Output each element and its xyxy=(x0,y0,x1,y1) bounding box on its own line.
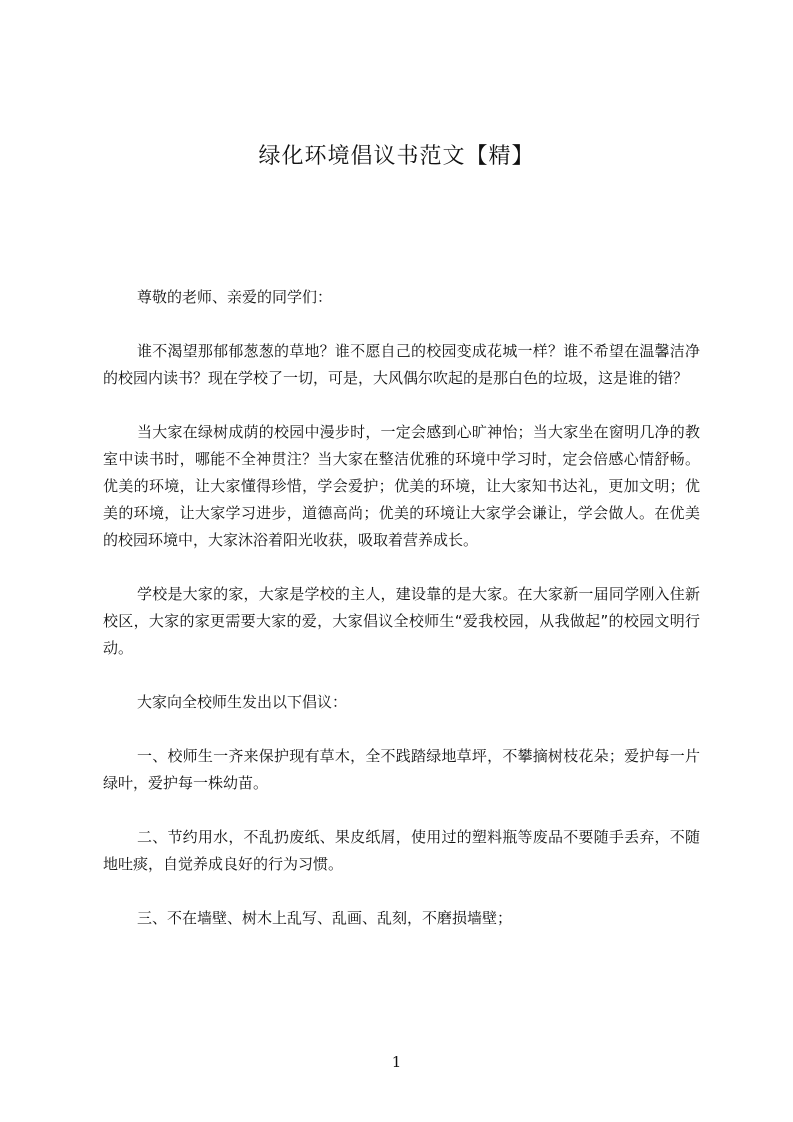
page-number: 1 xyxy=(391,1053,402,1071)
proposal-item: 三、不在墙壁、树木上乱写、乱画、乱刻，不磨损墙壁； xyxy=(137,909,513,927)
document-title: 绿化环境倡议书范文【精】 xyxy=(258,144,535,169)
body-paragraph: 当大家在绿树成荫的校园中漫步时，一定会感到心旷神怡；当大家坐在窗明几净的教室中读书时，哪能不全神贯注？当大家在整洁优雅的环境中学习时，定会倍感心情舒畅。优美的环境，让大家懂得珍惜，学会爱护；优美的环境，让大家知书达礼，更加文明；优美的环境，让大家学习进步，道德高尚；优美的环境让大家学会谦让，学会做人。在优美的校园环境中，大家沐浴着阳光收获，吸取着营养成长。 xyxy=(103,423,700,549)
salutation-paragraph: 尊敬的老师、亲爱的同学们： xyxy=(137,288,333,306)
proposal-item: 二、节约用水，不乱扔废纸、果皮纸屑，使用过的塑料瓶等废品不要随手丢弃，不随地吐痰，自觉养成良好的行为习惯。 xyxy=(103,828,700,873)
body-paragraph: 谁不渴望那郁郁葱葱的草地？谁不愿自己的校园变成花城一样？谁不希望在温馨洁净的校园内读书？现在学校了一切，可是，大风偶尔吹起的是那白色的垃圾，这是谁的错？ xyxy=(103,342,700,387)
proposal-intro-paragraph: 大家向全校师生发出以下倡议： xyxy=(137,693,348,711)
document-body xyxy=(103,284,700,959)
body-paragraph: 学校是大家的家，大家是学校的主人，建设靠的是大家。在大家新一届同学刚入住新校区，大家的家更需要大家的爱，大家倡议全校师生“爱我校园，从我做起”的校园文明行动。 xyxy=(103,585,700,657)
proposal-item: 一、校师生一齐来保护现有草木，全不践踏绿地草坪，不攀摘树枝花朵；爱护每一片绿叶，爱护每一株幼苗。 xyxy=(103,747,700,792)
